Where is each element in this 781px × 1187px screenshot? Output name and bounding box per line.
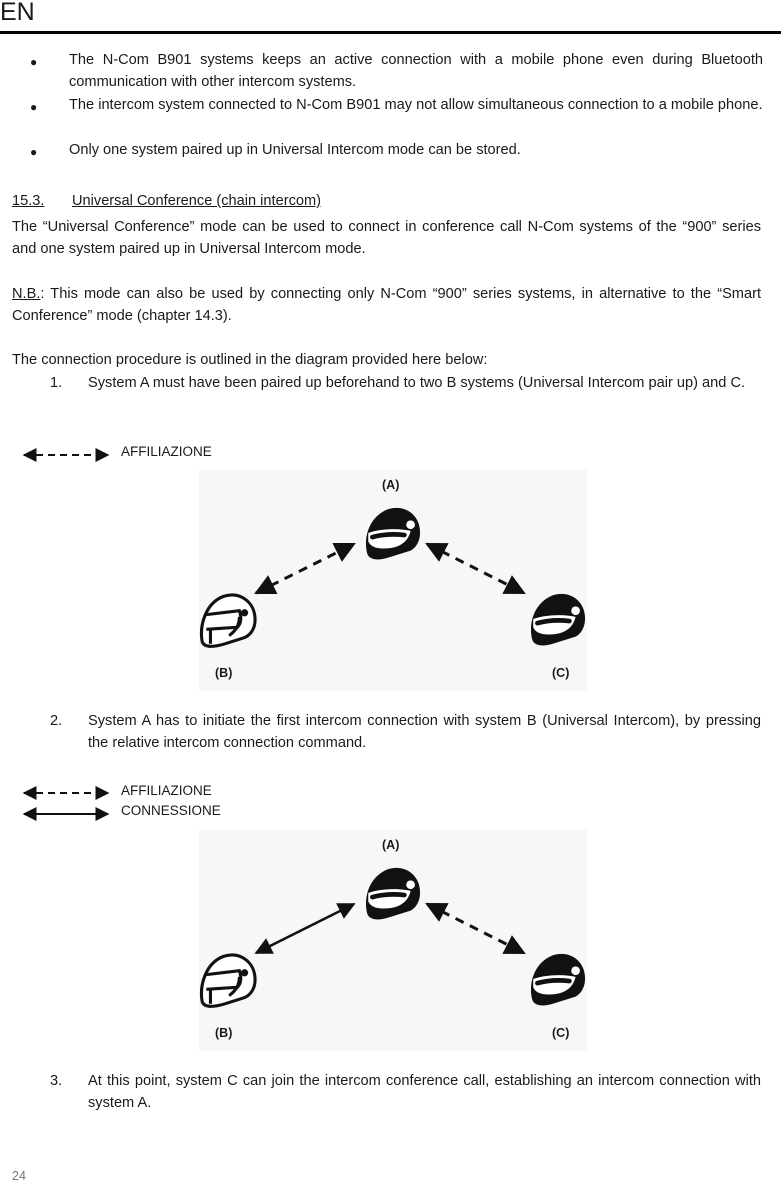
pairing-arrow-ac	[427, 904, 524, 953]
language-tag: EN	[0, 0, 35, 26]
intro-paragraph: The “Universal Conference” mode can be used to connect in conference call N-Com systems of the “900” series and one system paired up in Universal Intercom mode.	[12, 219, 761, 257]
label-b: (B)	[215, 1026, 233, 1040]
label-a: (A)	[382, 478, 400, 492]
diagram-2	[199, 830, 587, 1051]
label-c: (C)	[552, 666, 570, 680]
step-number: 1.	[50, 375, 63, 391]
connection-legend-arrow-icon	[20, 807, 112, 821]
bullet-dot-icon: ●	[30, 100, 38, 114]
bullet-item: The intercom system connected to N-Com B901 may not allow simultaneous connection to a mobile phone.	[69, 97, 763, 113]
page-number: 24	[12, 1169, 26, 1183]
section-number: 15.3.	[12, 193, 45, 209]
header-rule	[0, 31, 781, 34]
pairing-arrow-ab	[256, 544, 354, 593]
bullet-dot-icon: ●	[30, 55, 38, 69]
step-number: 3.	[50, 1073, 63, 1089]
nb-paragraph	[12, 283, 761, 327]
pairing-legend-arrow-icon	[20, 448, 112, 462]
legend-connection-label: CONNESSIONE	[121, 803, 221, 818]
section-heading	[12, 190, 321, 212]
legend-pairing-label: AFFILIAZIONE	[121, 783, 212, 798]
procedure-intro: The connection procedure is outlined in the diagram provided here below:	[12, 352, 488, 368]
legend-pairing-label: AFFILIAZIONE	[121, 444, 212, 459]
nb-text: : This mode can also be used by connecting only N-Com “900” series systems, in alternative to the “Smart Conference” mode (chapter 14.3).	[12, 286, 761, 324]
diagram-1	[199, 470, 587, 691]
pairing-legend-arrow-icon	[20, 786, 112, 800]
label-c: (C)	[552, 1026, 570, 1040]
step-text: System A must have been paired up beforehand to two B systems (Universal Intercom pair up) and C.	[88, 375, 746, 391]
section-title: Universal Conference (chain intercom)	[72, 193, 322, 209]
label-a: (A)	[382, 838, 400, 852]
nb-label: N.B.	[12, 286, 41, 302]
step-text: At this point, system C can join the intercom conference call, establishing an intercom connection with system A.	[88, 1073, 761, 1111]
bullet-dot-icon: ●	[30, 145, 38, 159]
connection-arrow-ab	[256, 904, 354, 953]
label-b: (B)	[215, 666, 233, 680]
pairing-arrow-ac	[427, 544, 524, 593]
bullet-item: The N-Com B901 systems keeps an active connection with a mobile phone even during Bluetooth communication with other intercom systems.	[69, 52, 763, 90]
pairing-arrows	[199, 470, 587, 691]
step-text: System A has to initiate the first intercom connection with system B (Universal Intercom), by pressing the relative intercom connection command.	[88, 713, 761, 751]
bullet-item: Only one system paired up in Universal Intercom mode can be stored.	[69, 142, 521, 158]
diagram-2-arrows	[199, 830, 587, 1051]
step-number: 2.	[50, 713, 63, 729]
